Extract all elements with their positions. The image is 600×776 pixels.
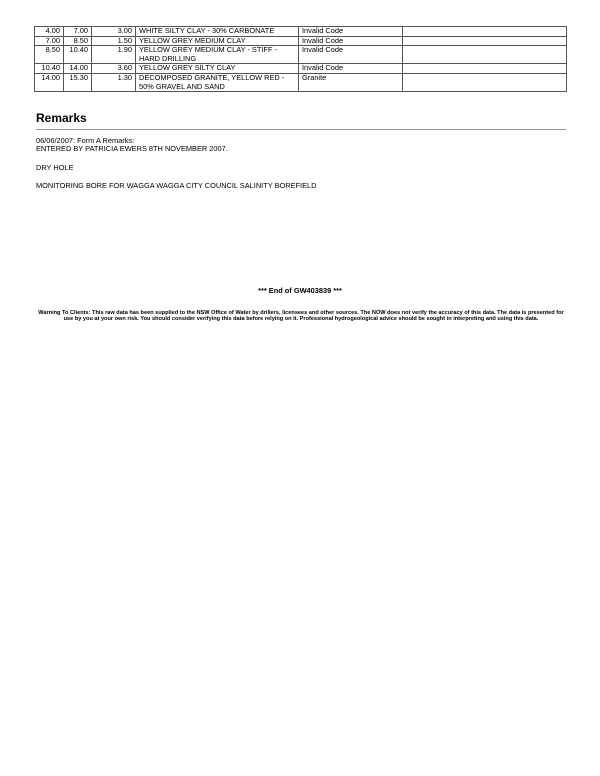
comments-cell [403,64,567,74]
geo-material-cell: Invalid Code [299,36,403,46]
to-depth-cell: 15.30 [64,73,92,91]
description-cell: YELLOW GREY MEDIUM CLAY [136,36,299,46]
end-of-report-marker: *** End of GW403839 *** [258,286,342,295]
table-row [35,73,567,91]
comments-cell [403,46,567,64]
table-row [35,27,567,37]
table-row [35,64,567,74]
table-row [35,36,567,46]
description-cell: YELLOW GREY SILTY CLAY [136,64,299,74]
lithology-table [34,26,567,92]
warning-disclaimer: Warning To Clients: This raw data has been supplied to the NSW Office of Water by drillers, licensees and other sources. The NOW does not verify the accuracy of this data. The data is presented for use by you at your own risk. You should consider verifying this data before relying on it. Professional hydrogeological advice should be sought in interpreting and using this data. [38,310,564,323]
from-depth-cell: 14.00 [35,73,64,91]
thickness-cell: 1.30 [92,73,136,91]
thickness-cell: 3.60 [92,64,136,74]
to-depth-cell: 14.00 [64,64,92,74]
description-cell: WHITE SILTY CLAY - 30% CARBONATE [136,27,299,37]
geo-material-cell: Invalid Code [299,64,403,74]
description-cell: DECOMPOSED GRANITE, YELLOW RED - 50% GRAVEL AND SAND [136,73,299,91]
thickness-cell: 1.90 [92,46,136,64]
comments-cell [403,73,567,91]
to-depth-cell: 7.00 [64,27,92,37]
remark-line: ENTERED BY PATRICIA EWERS 8TH NOVEMBER 2007. [36,144,228,153]
to-depth-cell: 10.40 [64,46,92,64]
remark-line: DRY HOLE [36,163,74,172]
remark-line: MONITORING BORE FOR WAGGA WAGGA CITY COUNCIL SALINITY BOREFIELD [36,181,317,190]
geo-material-cell: Invalid Code [299,27,403,37]
geo-material-cell: Invalid Code [299,46,403,64]
from-depth-cell: 4.00 [35,27,64,37]
geo-material-cell: Granite [299,73,403,91]
comments-cell [403,27,567,37]
to-depth-cell: 8.50 [64,36,92,46]
remarks-heading: Remarks [36,111,87,125]
from-depth-cell: 7.00 [35,36,64,46]
comments-cell [403,36,567,46]
remark-line: 06/06/2007: Form A Remarks: [36,136,135,145]
table-row [35,46,567,64]
description-cell: YELLOW GREY MEDIUM CLAY - STIFF - HARD DRILLING [136,46,299,64]
thickness-cell: 1.50 [92,36,136,46]
section-divider [36,129,566,130]
from-depth-cell: 8.50 [35,46,64,64]
from-depth-cell: 10.40 [35,64,64,74]
thickness-cell: 3.00 [92,27,136,37]
